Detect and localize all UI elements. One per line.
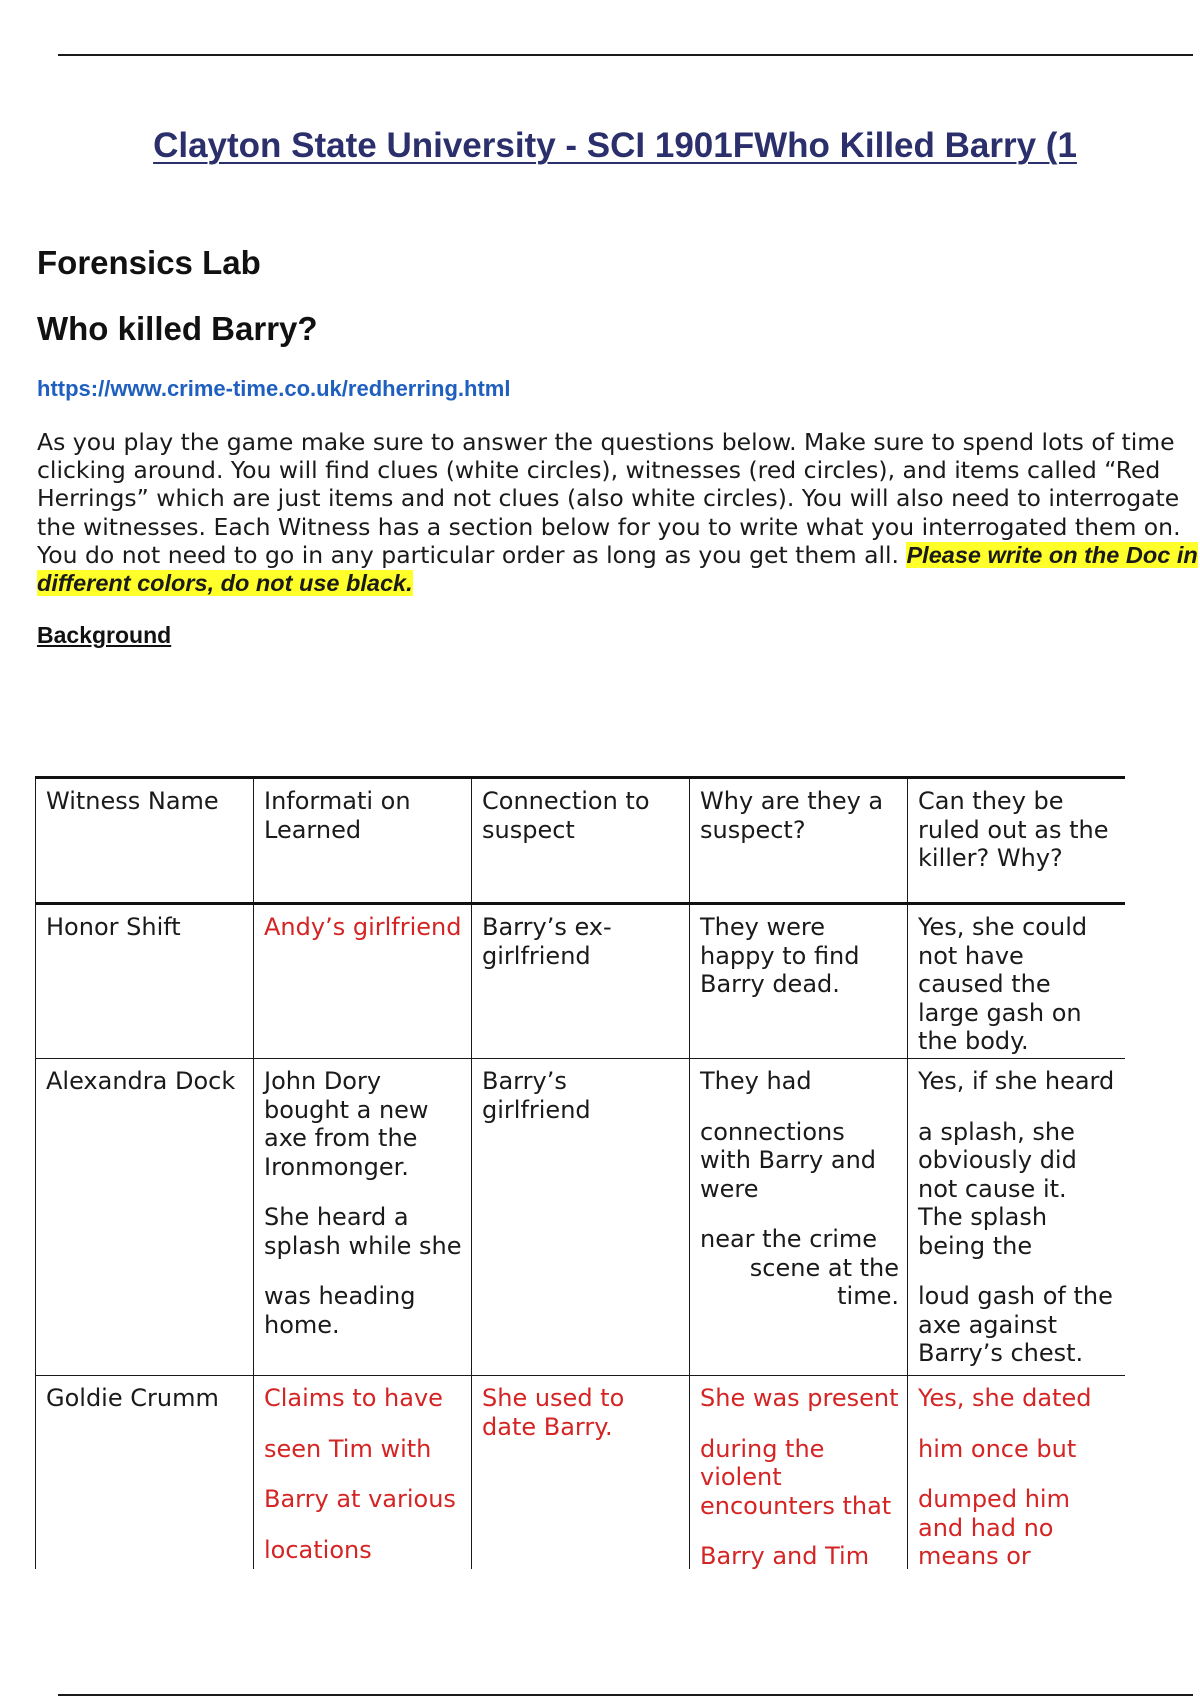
ruled-paragraph: dumped him and had no means or	[918, 1485, 1070, 1569]
cell-why-suspect[interactable]	[690, 1376, 908, 1570]
info-paragraph: John Dory bought a new axe from the Ironmonger.	[264, 1067, 429, 1181]
why-paragraph: They had	[700, 1067, 812, 1095]
instructions-text: As you play the game make sure to answer the questions below. Make sure to spend lots of time clicking around. You will find clues (white circles), witnesses (red circles), and items called “Red Herrings” which are just items and not clues (also white circles). You will also need to interrogate the witnesses. Each Witness has a section below for you to write what you interrogated them on. You do not need to go in any particular order as long as you get them all.	[37, 428, 1181, 569]
background-heading: Background	[37, 622, 172, 648]
cell-witness-name[interactable]: Goldie Crumm	[36, 1376, 254, 1570]
cell-information-learned[interactable]	[254, 1376, 472, 1570]
header-cell-witness-name: Witness Name	[36, 778, 254, 904]
cell-witness-name[interactable]: Honor Shift	[36, 904, 254, 1059]
heading-who-killed-barry: Who killed Barry?	[37, 310, 318, 347]
cell-witness-name[interactable]: Alexandra Dock	[36, 1059, 254, 1376]
witness-table-container	[35, 776, 1125, 1569]
ruled-paragraph: Yes, she dated	[918, 1384, 1092, 1412]
ruled-paragraph: loud gash of the axe against Barry’s chest.	[918, 1282, 1113, 1367]
table-row	[36, 904, 1126, 1059]
table-row	[36, 1059, 1126, 1376]
cell-ruled-out[interactable]	[908, 1059, 1126, 1376]
instructions-paragraph	[37, 428, 1200, 597]
why-paragraph: during the violent encounters that	[700, 1434, 892, 1520]
why-paragraph: She was present	[700, 1384, 899, 1412]
cell-connection[interactable]: Barry’s girlfriend	[472, 1059, 690, 1376]
ruled-paragraph: a splash, she obviously did not cause it. The splash being the	[918, 1117, 1077, 1260]
instructions-highlight: Please write on the Doc in different colors, do not use black.	[37, 541, 1198, 597]
why-paragraph: Barry and Tim	[700, 1542, 870, 1569]
header-cell-connection: Connection to suspect	[472, 778, 690, 904]
cell-connection[interactable]: She used to date Barry.	[472, 1376, 690, 1570]
info-paragraph: Barry at various	[264, 1485, 456, 1513]
info-paragraph: Claims to have	[264, 1384, 443, 1412]
info-paragraph: She heard a splash while she	[264, 1203, 462, 1260]
table-header-row	[36, 778, 1126, 904]
why-paragraph: connections with Barry and were	[700, 1117, 877, 1203]
cell-information-learned[interactable]	[254, 1059, 472, 1376]
info-paragraph: seen Tim with	[264, 1434, 432, 1463]
cell-why-suspect[interactable]: They were happy to find Barry dead.	[690, 904, 908, 1059]
bottom-rule	[58, 1694, 1193, 1696]
why-paragraph-right: scene at the time.	[749, 1253, 899, 1310]
witness-table	[35, 776, 1125, 1569]
document-title-link[interactable]: Clayton State University - SCI 1901FWho Killed Barry (1	[153, 126, 1077, 165]
info-paragraph: was heading home.	[264, 1282, 416, 1339]
cell-why-suspect[interactable]	[690, 1059, 908, 1376]
cell-connection[interactable]: Barry’s ex- girlfriend	[472, 904, 690, 1059]
heading-forensics-lab: Forensics Lab	[37, 244, 261, 281]
why-paragraph: near the crime	[700, 1225, 878, 1253]
top-rule	[58, 54, 1193, 56]
info-paragraph: locations	[264, 1535, 372, 1564]
ruled-paragraph: Yes, if she heard	[918, 1067, 1115, 1095]
header-cell-ruled-out: Can they be ruled out as the killer? Why?	[908, 778, 1126, 904]
cell-information-learned[interactable]: Andy’s girlfriend	[254, 904, 472, 1059]
ruled-paragraph: him once but	[918, 1434, 1077, 1463]
header-cell-information-learned: Informati on Learned	[254, 778, 472, 904]
header-cell-why-suspect: Why are they a suspect?	[690, 778, 908, 904]
cell-ruled-out[interactable]	[908, 1376, 1126, 1570]
table-row	[36, 1376, 1126, 1570]
game-url-link[interactable]: https://www.crime-time.co.uk/redherring.html	[37, 376, 511, 401]
cell-ruled-out[interactable]: Yes, she could not have caused the large gash on the body.	[908, 904, 1126, 1059]
